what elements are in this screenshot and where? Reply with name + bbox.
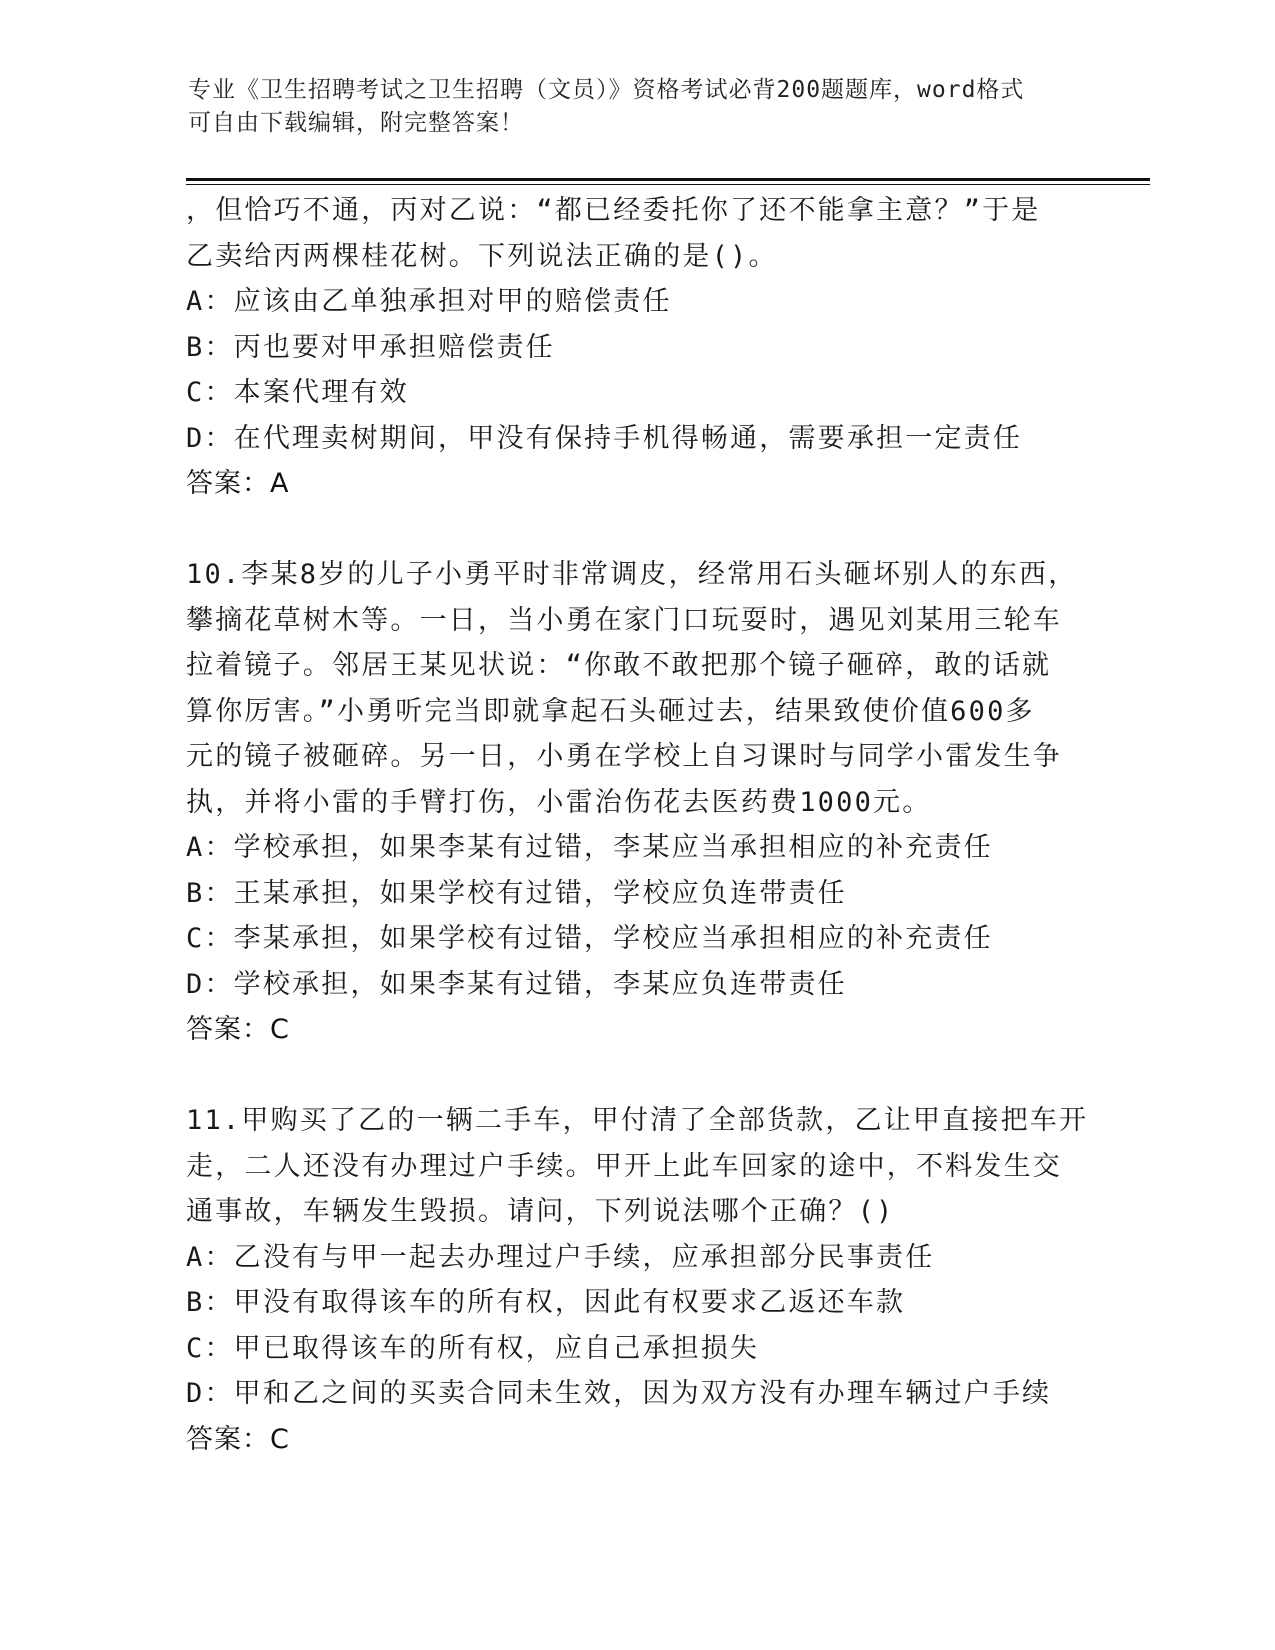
option-c: C：甲已取得该车的所有权，应自己承担损失: [186, 1332, 760, 1364]
option-a: A：乙没有与甲一起去办理过户手续，应承担部分民事责任: [186, 1241, 935, 1273]
option-b: B：甲没有取得该车的所有权，因此有权要求乙返还车款: [186, 1287, 906, 1318]
question-stem-line: 走，二人还没有办理过户手续。甲开上此车回家的途中，不料发生交: [186, 1150, 1062, 1182]
header-rule-thick: [186, 178, 1150, 181]
page-header: [188, 74, 1068, 140]
question-stem-line: 10.李某8岁的儿子小勇平时非常调皮，经常用石头砸坏别人的东西，: [186, 559, 1078, 590]
answer-line: 答案：C: [186, 1014, 290, 1045]
option-b: B：王某承担，如果学校有过错，学校应负连带责任: [186, 877, 847, 909]
question-spacer: [186, 507, 1086, 553]
question-stem-line: 拉着镜子。邻居王某见状说：“你敢不敢把那个镜子砸碎，敢的话就: [186, 650, 1052, 681]
question-stem-line: 元的镜子被砸碎。另一日，小勇在学校上自习课时与同学小雷发生争: [186, 741, 1062, 772]
header-line-2: 可自由下载编辑，附完整答案！: [188, 110, 524, 136]
option-a: A：学校承担，如果李某有过错，李某应当承担相应的补充责任: [186, 832, 993, 863]
header-line-1: 专业《卫生招聘考试之卫生招聘（文员）》资格考试必背200题题库，word格式: [188, 77, 1025, 103]
question-stem-line: 乙卖给丙两棵桂花树。下列说法正确的是()。: [186, 240, 778, 272]
answer-line: 答案：A: [186, 468, 290, 499]
header-rule-thin: [186, 184, 1150, 185]
question-stem-line: ，但恰巧不通，丙对乙说：“都已经委托你了还不能拿主意？”于是: [186, 195, 1041, 226]
option-c: C：李某承担，如果学校有过错，学校应当承担相应的补充责任: [186, 923, 993, 954]
option-a: A：应该由乙单独承担对甲的赔偿责任: [186, 286, 672, 317]
question-10: [186, 552, 1086, 1053]
question-stem-line: 算你厉害。”小勇听完当即就拿起石头砸过去，结果致使价值600多: [186, 695, 1035, 727]
question-stem-line: 通事故，车辆发生毁损。请问，下列说法哪个正确？(): [186, 1196, 895, 1227]
answer-line: 答案：C: [186, 1423, 290, 1455]
document-body: [186, 188, 1089, 1462]
question-spacer: [186, 1053, 1086, 1099]
option-b: B：丙也要对甲承担赔偿责任: [186, 331, 555, 363]
option-d: D：学校承担，如果李某有过错，李某应负连带责任: [186, 968, 847, 1000]
option-d: D：甲和乙之间的买卖合同未生效，因为双方没有办理车辆过户手续: [186, 1378, 1052, 1409]
option-d: D：在代理卖树期间，甲没有保持手机得畅通，需要承担一定责任: [186, 422, 1023, 454]
question-11: [186, 1098, 1089, 1462]
question-stem-line: 11.甲购买了乙的一辆二手车，甲付清了全部货款，乙让甲直接把车开: [186, 1105, 1089, 1136]
question-stem-line: 攀摘花草树木等。一日，当小勇在家门口玩耍时，遇见刘某用三轮车: [186, 604, 1062, 636]
question-9: [186, 188, 1086, 507]
option-c: C：本案代理有效: [186, 377, 409, 408]
question-stem-line: 执，并将小雷的手臂打伤，小雷治伤花去医药费1000元。: [186, 786, 932, 818]
